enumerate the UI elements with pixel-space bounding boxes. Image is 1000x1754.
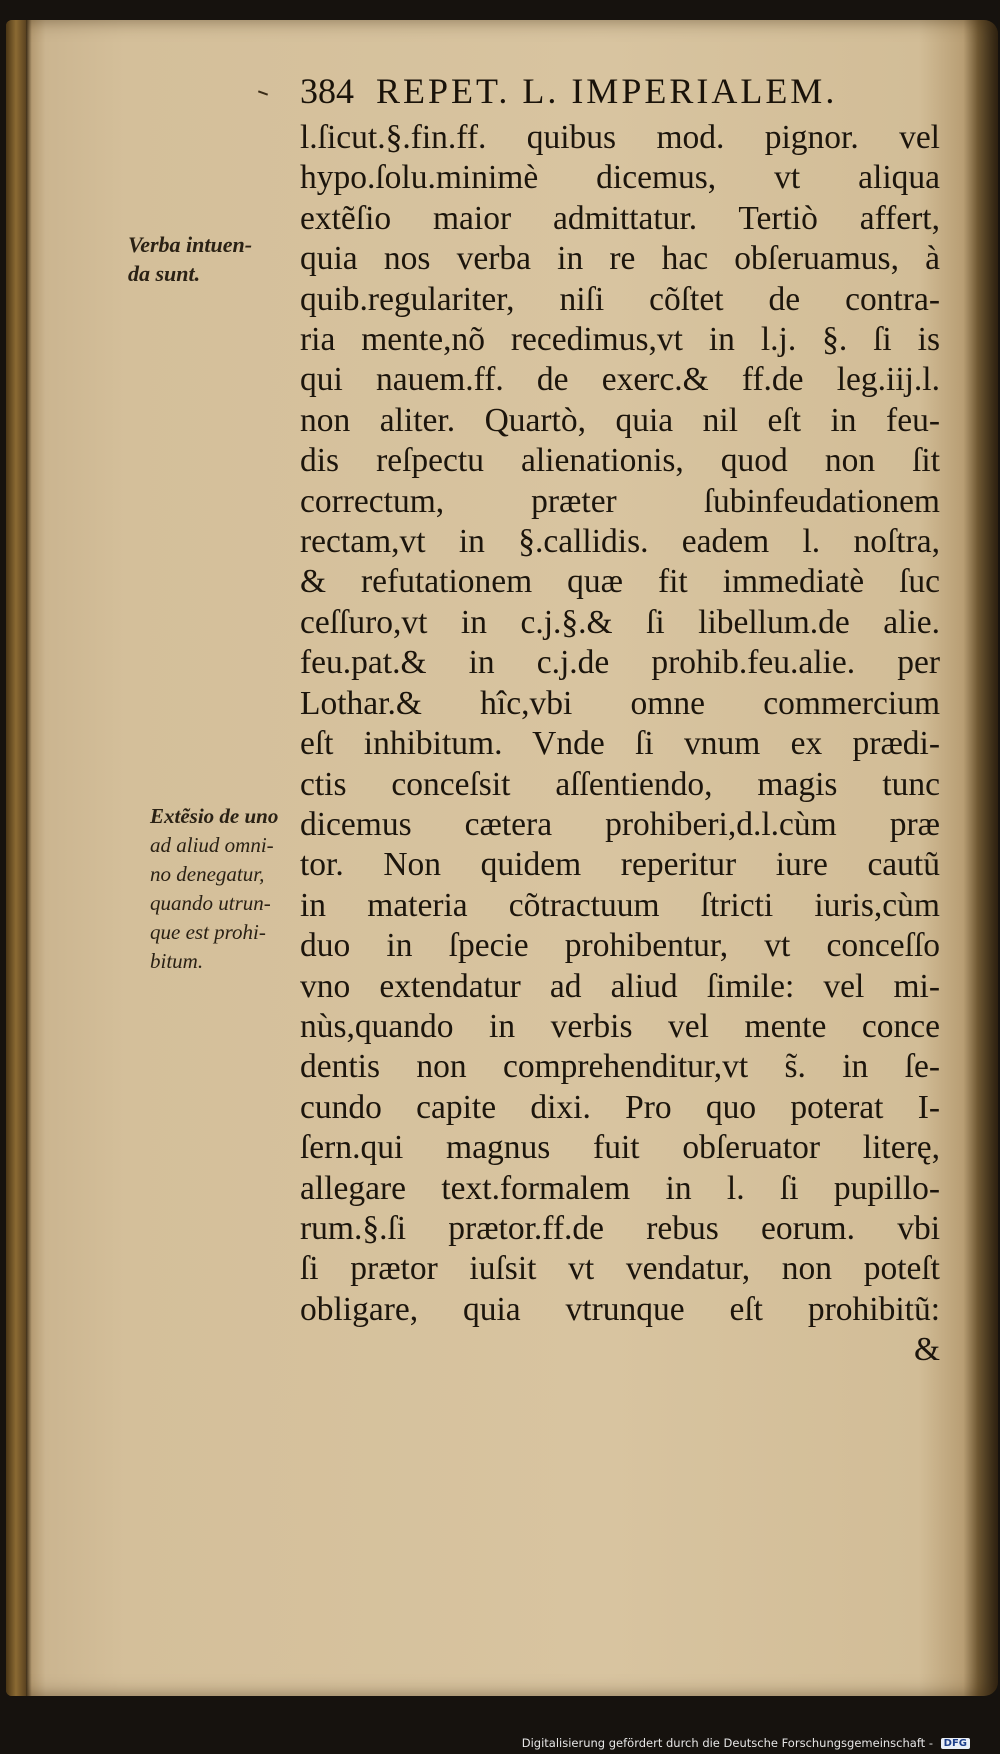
text-line: tor. Non quidem reperitur iure cautũ xyxy=(300,846,940,884)
catchword: & xyxy=(913,1331,940,1369)
text-line: vno extendatur ad aliud ſimile: vel mi- xyxy=(300,967,940,1005)
text-line: hypo.ſolu.minimè dicemus, vt aliqua xyxy=(300,159,940,197)
margin-note-line: quando utrun- xyxy=(150,891,271,915)
text-line: quia nos verba in re hac obſeruamus, à xyxy=(300,240,940,278)
margin-note-line: que est prohi- xyxy=(150,920,266,944)
text-line: dis reſpectu alienationis, quod non ſit xyxy=(300,442,940,480)
text-line: non aliter. Quartò, quia nil eſt in feu- xyxy=(300,401,940,439)
margin-note-1 xyxy=(128,230,298,288)
text-line: dicemus cætera prohiberi,d.l.cùm præ xyxy=(300,805,940,843)
margin-note-line: no denegatur, xyxy=(150,862,265,886)
text-line: quib.regulariter, niſi cõſtet de contra- xyxy=(300,280,940,318)
text-line: correctum, præter ſubinfeudationem xyxy=(300,482,940,520)
text-line: nùs,quando in verbis vel mente conce xyxy=(300,1007,940,1045)
text-line: ſi prætor iuſsit vt vendatur, non poteſt xyxy=(300,1250,940,1288)
text-line: feu.pat.& in c.j.de prohib.feu.alie. per xyxy=(300,644,940,682)
footer-credit xyxy=(522,1736,970,1750)
running-header xyxy=(300,70,940,112)
text-line: eſt inhibitum. Vnde ſi vnum ex prædi- xyxy=(300,725,940,763)
margin-note-line: Verba intuen- xyxy=(128,232,253,257)
running-title: REPET. L. IMPERIALEM. xyxy=(376,71,838,111)
footer-credit-text: Digitalisierung gefördert durch die Deutsche Forschungsgemeinschaft - xyxy=(521,1736,933,1750)
text-line: Lothar.& hîc,vbi omne commercium xyxy=(300,684,940,722)
text-line: in materia cõtractuum ſtricti iuris,cùm xyxy=(300,886,940,924)
book-spine xyxy=(6,20,26,1696)
text-line: ſern.qui magnus fuit obſeruator literę, xyxy=(300,1129,940,1167)
text-line: rectam,vt in §.callidis. eadem l. noſtra, xyxy=(300,523,940,561)
text-line: duo in ſpecie prohibentur, vt conceſſo xyxy=(300,927,940,965)
margin-note-line: ad aliud omni- xyxy=(150,833,274,857)
margin-note-line: bitum. xyxy=(150,949,204,973)
text-line: & refutationem quæ fit immediatè ſuc xyxy=(300,563,940,601)
text-line: cundo capite dixi. Pro quo poterat I- xyxy=(300,1088,940,1126)
text-line: obligare, quia vtrunque eſt prohibitũ: xyxy=(300,1290,940,1328)
text-line: qui nauem.ff. de exerc.& ff.de leg.iij.l. xyxy=(300,361,940,399)
text-line: rum.§.ſi prætor.ff.de rebus eorum. vbi xyxy=(300,1209,940,1247)
text-line: ria mente,nõ recedimus,vt in l.j. §. ſi is xyxy=(300,321,940,359)
margin-note-line: Extẽsio de uno xyxy=(150,804,279,828)
text-line: extẽſio maior admittatur. Tertiò affert, xyxy=(300,199,940,237)
margin-note-2 xyxy=(150,802,300,976)
dfg-logo: DFG xyxy=(941,1738,970,1749)
text-line: l.ſicut.§.fin.ff. quibus mod. pignor. vel xyxy=(300,119,940,156)
text-line: ctis conceſsit aſſentiendo, magis tunc xyxy=(300,765,940,803)
text-line: allegare text.formalem in l. ſi pupillo- xyxy=(300,1169,940,1207)
text-line: dentis non comprehenditur,vt s̃. in ſe- xyxy=(300,1048,940,1086)
text-line: ceſſuro,vt in c.j.§.& ſi libellum.de alie. xyxy=(300,603,940,641)
main-text-block xyxy=(300,118,940,1371)
margin-note-line: da sunt. xyxy=(128,261,201,286)
page-number: 384 xyxy=(300,71,354,111)
